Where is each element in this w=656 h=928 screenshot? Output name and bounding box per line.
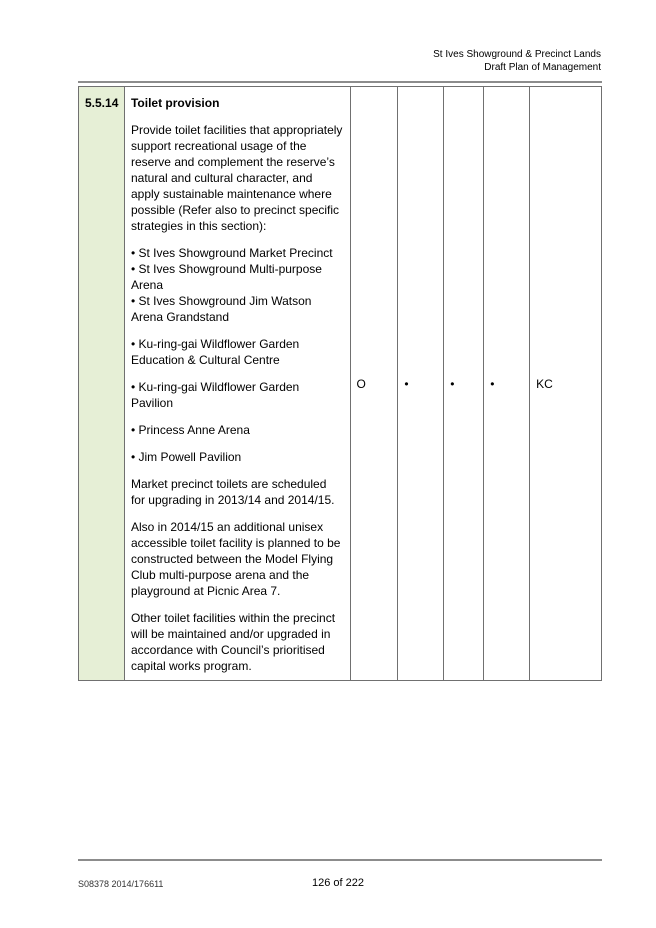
market-paragraph: Market precinct toilets are scheduled for upgrading in 2013/14 and 2014/15.: [130, 477, 335, 507]
table-row: [79, 87, 602, 681]
list-item: • St Ives Showground Multi-purpose Arena: [130, 262, 322, 292]
list-item: • Ku-ring-gai Wildflower Garden Education & Cultural Centre: [130, 337, 300, 367]
priority-cell: O: [350, 87, 398, 681]
header-title: St Ives Showground & Precinct Lands: [433, 49, 601, 60]
page-header: [433, 48, 601, 74]
showground-bullet-list: [131, 245, 344, 325]
list-item: • St Ives Showground Market Precinct: [130, 246, 333, 260]
strategy-ref: 5.5.14: [79, 87, 125, 681]
timeframe-cell-1: •: [398, 87, 444, 681]
page-number: 126 of 222: [312, 877, 364, 889]
footer-divider: [78, 859, 602, 861]
list-item: • St Ives Showground Jim Watson Arena Grandstand: [130, 294, 312, 324]
strategy-table: [78, 86, 602, 681]
header-subtitle: Draft Plan of Management: [484, 62, 601, 73]
list-item: • Ku-ring-gai Wildflower Garden Pavilion: [130, 380, 300, 410]
header-divider: [78, 81, 602, 83]
timeframe-cell-3: •: [484, 87, 530, 681]
strategy-content: [124, 87, 350, 681]
unisex-paragraph: Also in 2014/15 an additional unisex accessible toilet facility is planned to be constructed between the Model Flying Club multi-purpose arena and the playground at Picnic Area 7.: [130, 520, 341, 598]
responsibility-cell: KC: [530, 87, 602, 681]
strategy-title: Toilet provision: [130, 96, 220, 110]
timeframe-cell-2: •: [444, 87, 484, 681]
list-item: • Princess Anne Arena: [130, 423, 250, 437]
list-item: • Jim Powell Pavilion: [130, 450, 242, 464]
document-reference: S08378 2014/176611: [78, 879, 164, 889]
strategy-intro: Provide toilet facilities that appropriately support recreational usage of the reserve and complement the reserve’s natural and cultural character, and apply sustainable maintenance where possible (Refer also to precinct specific strategies in this section):: [130, 123, 343, 233]
other-facilities-paragraph: Other toilet facilities within the precinct will be maintained and/or upgraded in accordance with Council’s prioritised capital works program.: [130, 611, 336, 673]
